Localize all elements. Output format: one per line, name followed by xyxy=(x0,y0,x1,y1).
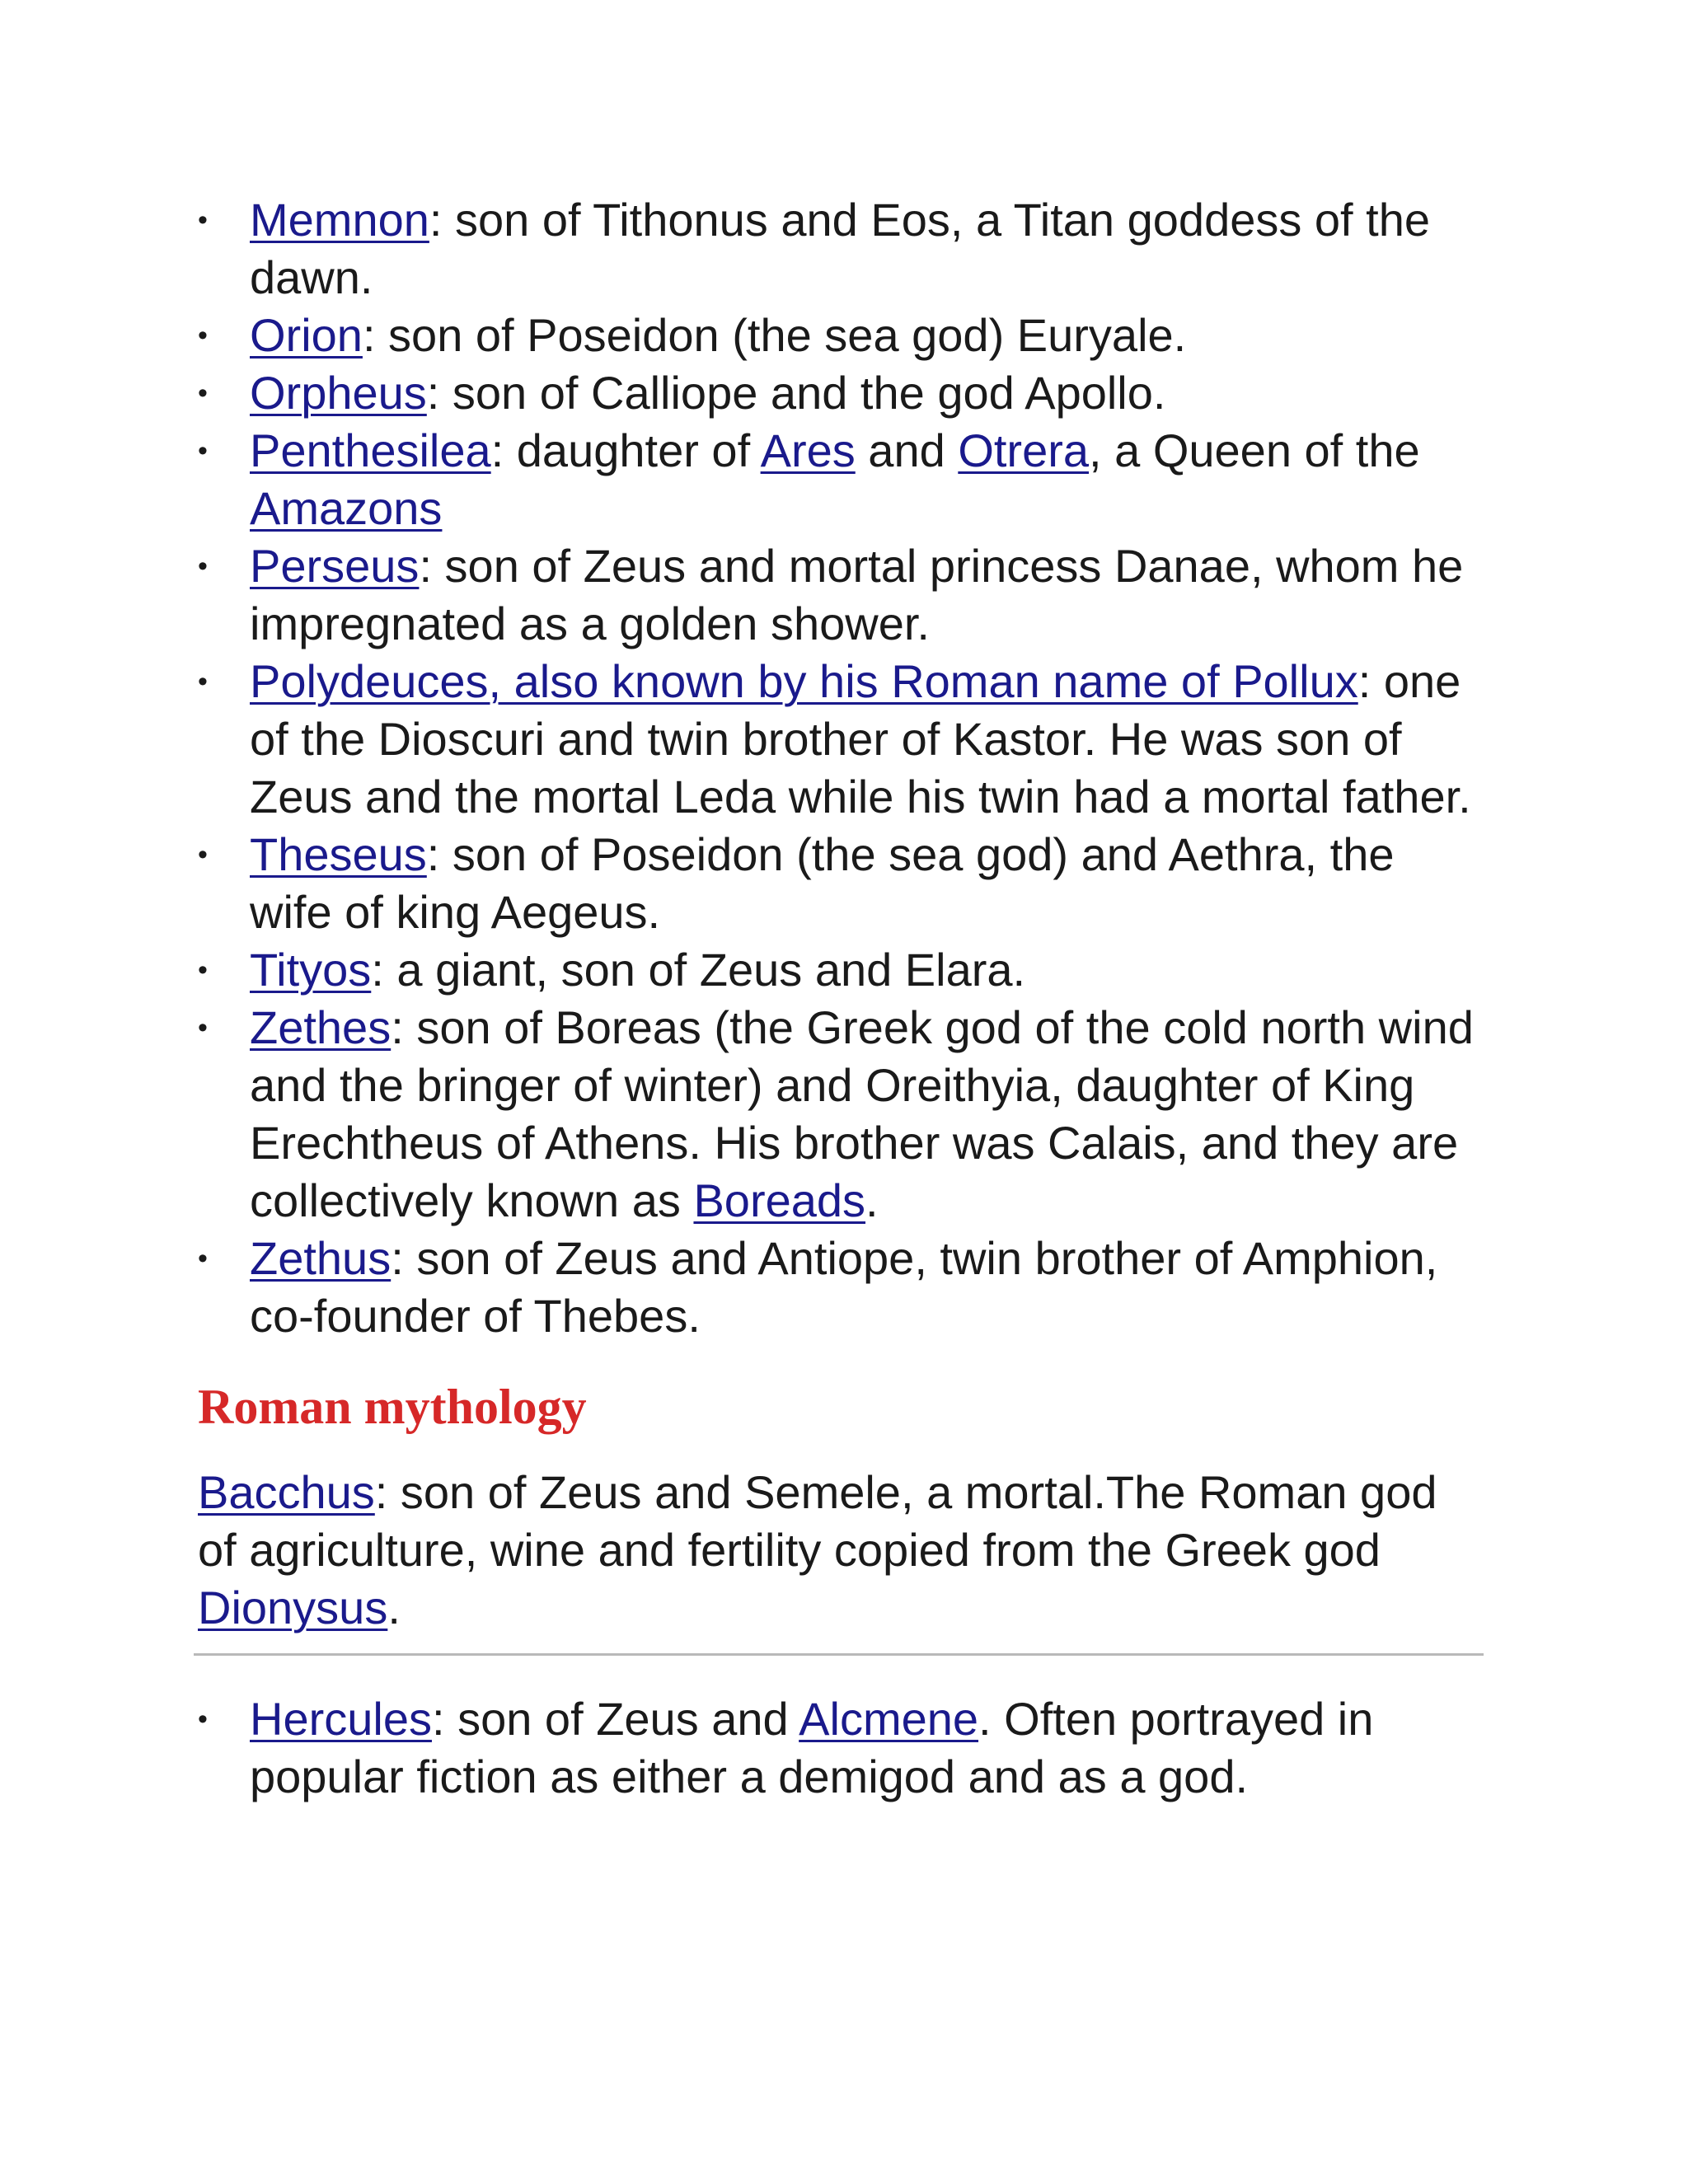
paragraph-text: . xyxy=(387,1582,401,1633)
link-theseus[interactable]: Theseus xyxy=(250,828,427,880)
bullet-icon: • xyxy=(198,1243,208,1274)
item-description: , a Queen of the xyxy=(1089,424,1420,476)
list-item xyxy=(198,1690,1484,1806)
item-description: : son of Tithonus and Eos, a Titan goddess of the dawn. xyxy=(250,194,1431,303)
list-item xyxy=(198,537,1484,653)
link-boreads[interactable]: Boreads xyxy=(693,1174,866,1226)
item-description: : son of Boreas (the Greek god of the cold north wind and the bringer of winter) and Oreithyia, daughter of King Erechtheus of Athens. His brother was Calais, and they are collectively known as xyxy=(250,1001,1474,1226)
link-otrera[interactable]: Otrera xyxy=(958,424,1090,476)
link-zethes[interactable]: Zethes xyxy=(250,1001,392,1053)
item-description: : a giant, son of Zeus and Elara. xyxy=(371,944,1026,996)
link-perseus[interactable]: Perseus xyxy=(250,540,420,592)
list-item xyxy=(198,422,1484,537)
bullet-icon: • xyxy=(198,435,208,466)
item-description: : one of the Dioscuri and twin brother of Kastor. He was son of Zeus and the mortal Leda while his twin had a mortal father. xyxy=(250,655,1471,823)
link-orion[interactable]: Orion xyxy=(250,309,363,361)
item-description: . Often portrayed in popular fiction as either a demigod and as a god. xyxy=(250,1693,1374,1802)
list-item xyxy=(198,999,1484,1230)
link-bacchus[interactable]: Bacchus xyxy=(198,1466,375,1518)
list-item xyxy=(198,826,1484,941)
item-description: : son of Zeus and mortal princess Danae, whom he impregnated as a golden shower. xyxy=(250,540,1464,649)
greek-demigods-list xyxy=(198,191,1484,1345)
bullet-icon: • xyxy=(198,1012,208,1043)
link-alcmene[interactable]: Alcmene xyxy=(799,1693,979,1745)
link-zethus[interactable]: Zethus xyxy=(250,1232,392,1284)
link-amazons[interactable]: Amazons xyxy=(250,482,443,534)
item-description: : son of Zeus and xyxy=(431,1693,799,1745)
bullet-icon: • xyxy=(198,320,208,351)
link-hercules[interactable]: Hercules xyxy=(250,1693,432,1745)
bacchus-paragraph xyxy=(198,1464,1484,1637)
bullet-icon: • xyxy=(198,377,208,409)
list-item xyxy=(198,1230,1484,1345)
horizontal-divider xyxy=(194,1653,1484,1656)
bullet-icon: • xyxy=(198,666,208,697)
item-description: : daughter of xyxy=(490,424,761,476)
item-description: : son of Poseidon (the sea god) and Aethra, the wife of king Aegeus. xyxy=(250,828,1395,938)
link-penthesilea[interactable]: Penthesilea xyxy=(250,424,491,476)
link-dionysus[interactable]: Dionysus xyxy=(198,1582,388,1633)
list-item xyxy=(198,653,1484,826)
document-page xyxy=(198,191,1484,1806)
link-ares[interactable]: Ares xyxy=(760,424,856,476)
link-tityos[interactable]: Tityos xyxy=(250,944,372,996)
link-polydeuces[interactable]: Polydeuces, also known by his Roman name of Pollux xyxy=(250,655,1358,707)
list-item xyxy=(198,364,1484,422)
bullet-icon: • xyxy=(198,839,208,870)
list-item xyxy=(198,191,1484,307)
link-memnon[interactable]: Memnon xyxy=(250,194,429,246)
bullet-icon: • xyxy=(198,204,208,236)
roman-demigods-list xyxy=(198,1690,1484,1806)
bullet-icon: • xyxy=(198,551,208,582)
bullet-icon: • xyxy=(198,1704,208,1735)
item-description: and xyxy=(855,424,959,476)
list-item xyxy=(198,307,1484,364)
item-description: . xyxy=(865,1174,879,1226)
item-description: : son of Zeus and Antiope, twin brother of Amphion, co-founder of Thebes. xyxy=(250,1232,1438,1342)
item-description: : son of Calliope and the god Apollo. xyxy=(426,367,1166,419)
paragraph-text: : son of Zeus and Semele, a mortal.The Roman god of agriculture, wine and fertility copied from the Greek god xyxy=(198,1466,1437,1576)
link-orpheus[interactable]: Orpheus xyxy=(250,367,427,419)
section-heading-roman-mythology: Roman mythology xyxy=(198,1380,587,1434)
bullet-icon: • xyxy=(198,954,208,986)
item-description: : son of Poseidon (the sea god) Euryale. xyxy=(362,309,1187,361)
list-item xyxy=(198,941,1484,999)
